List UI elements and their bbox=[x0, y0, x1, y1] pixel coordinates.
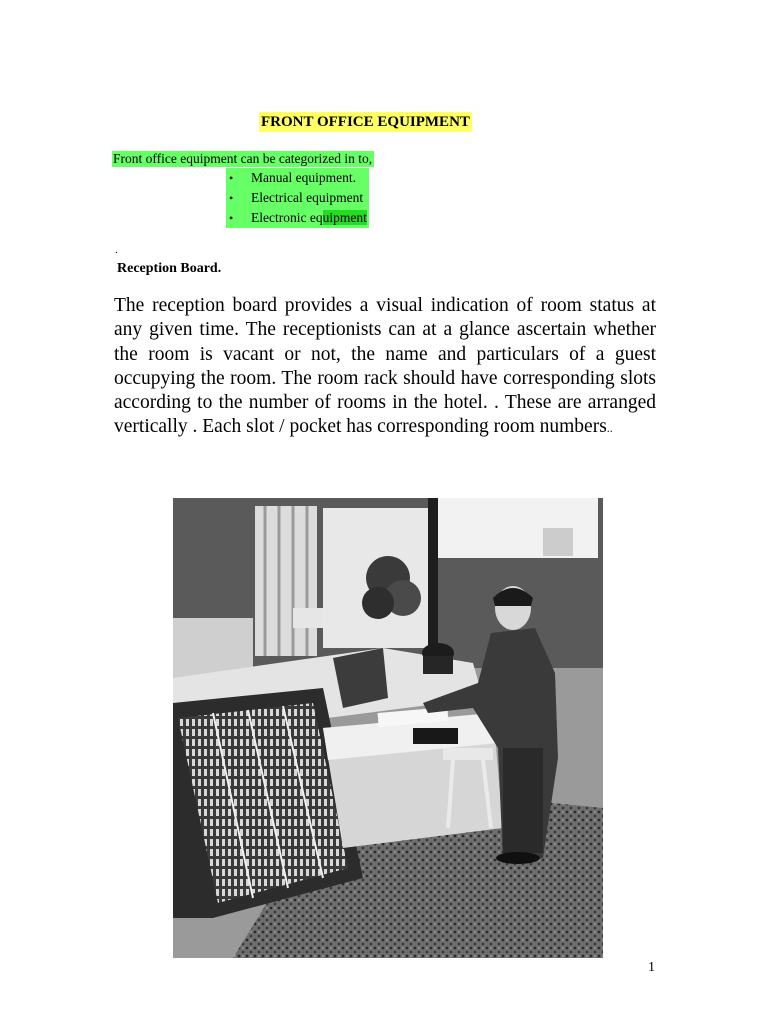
list-item-emphasis: uipment bbox=[322, 210, 367, 225]
bullet-icon: • bbox=[229, 191, 234, 205]
paragraph-tail: .. bbox=[606, 421, 613, 436]
reception-photo bbox=[173, 498, 603, 958]
section-heading: Reception Board. bbox=[117, 261, 222, 276]
bullet-icon: • bbox=[229, 171, 234, 185]
list-item bbox=[226, 168, 369, 188]
paragraph-text: The reception board provides a visual indication of room status at any given time. The receptionists can at a glance ascertain whether the room is vacant or not, the name and particulars of a guest occupying the room. The room rack should have corresponding slots according to the number of rooms in the hotel. . These are arranged vertically . Each slot / pocket has corresponding room numbers bbox=[114, 295, 656, 438]
list-item-text: Manual equipment. bbox=[251, 170, 356, 185]
category-list bbox=[226, 168, 369, 228]
list-item-text: Electrical equipment bbox=[251, 190, 364, 205]
body-paragraph bbox=[114, 294, 656, 441]
page-title: FRONT OFFICE EQUIPMENT bbox=[261, 114, 470, 130]
list-item bbox=[226, 188, 369, 208]
intro-line: Front office equipment can be categorized in to, bbox=[113, 151, 373, 166]
list-item-text: Electronic eq bbox=[251, 210, 323, 225]
page-number: 1 bbox=[648, 960, 655, 975]
list-item bbox=[226, 208, 369, 228]
bullet-icon: • bbox=[229, 211, 234, 225]
stray-mark: . bbox=[115, 244, 118, 256]
